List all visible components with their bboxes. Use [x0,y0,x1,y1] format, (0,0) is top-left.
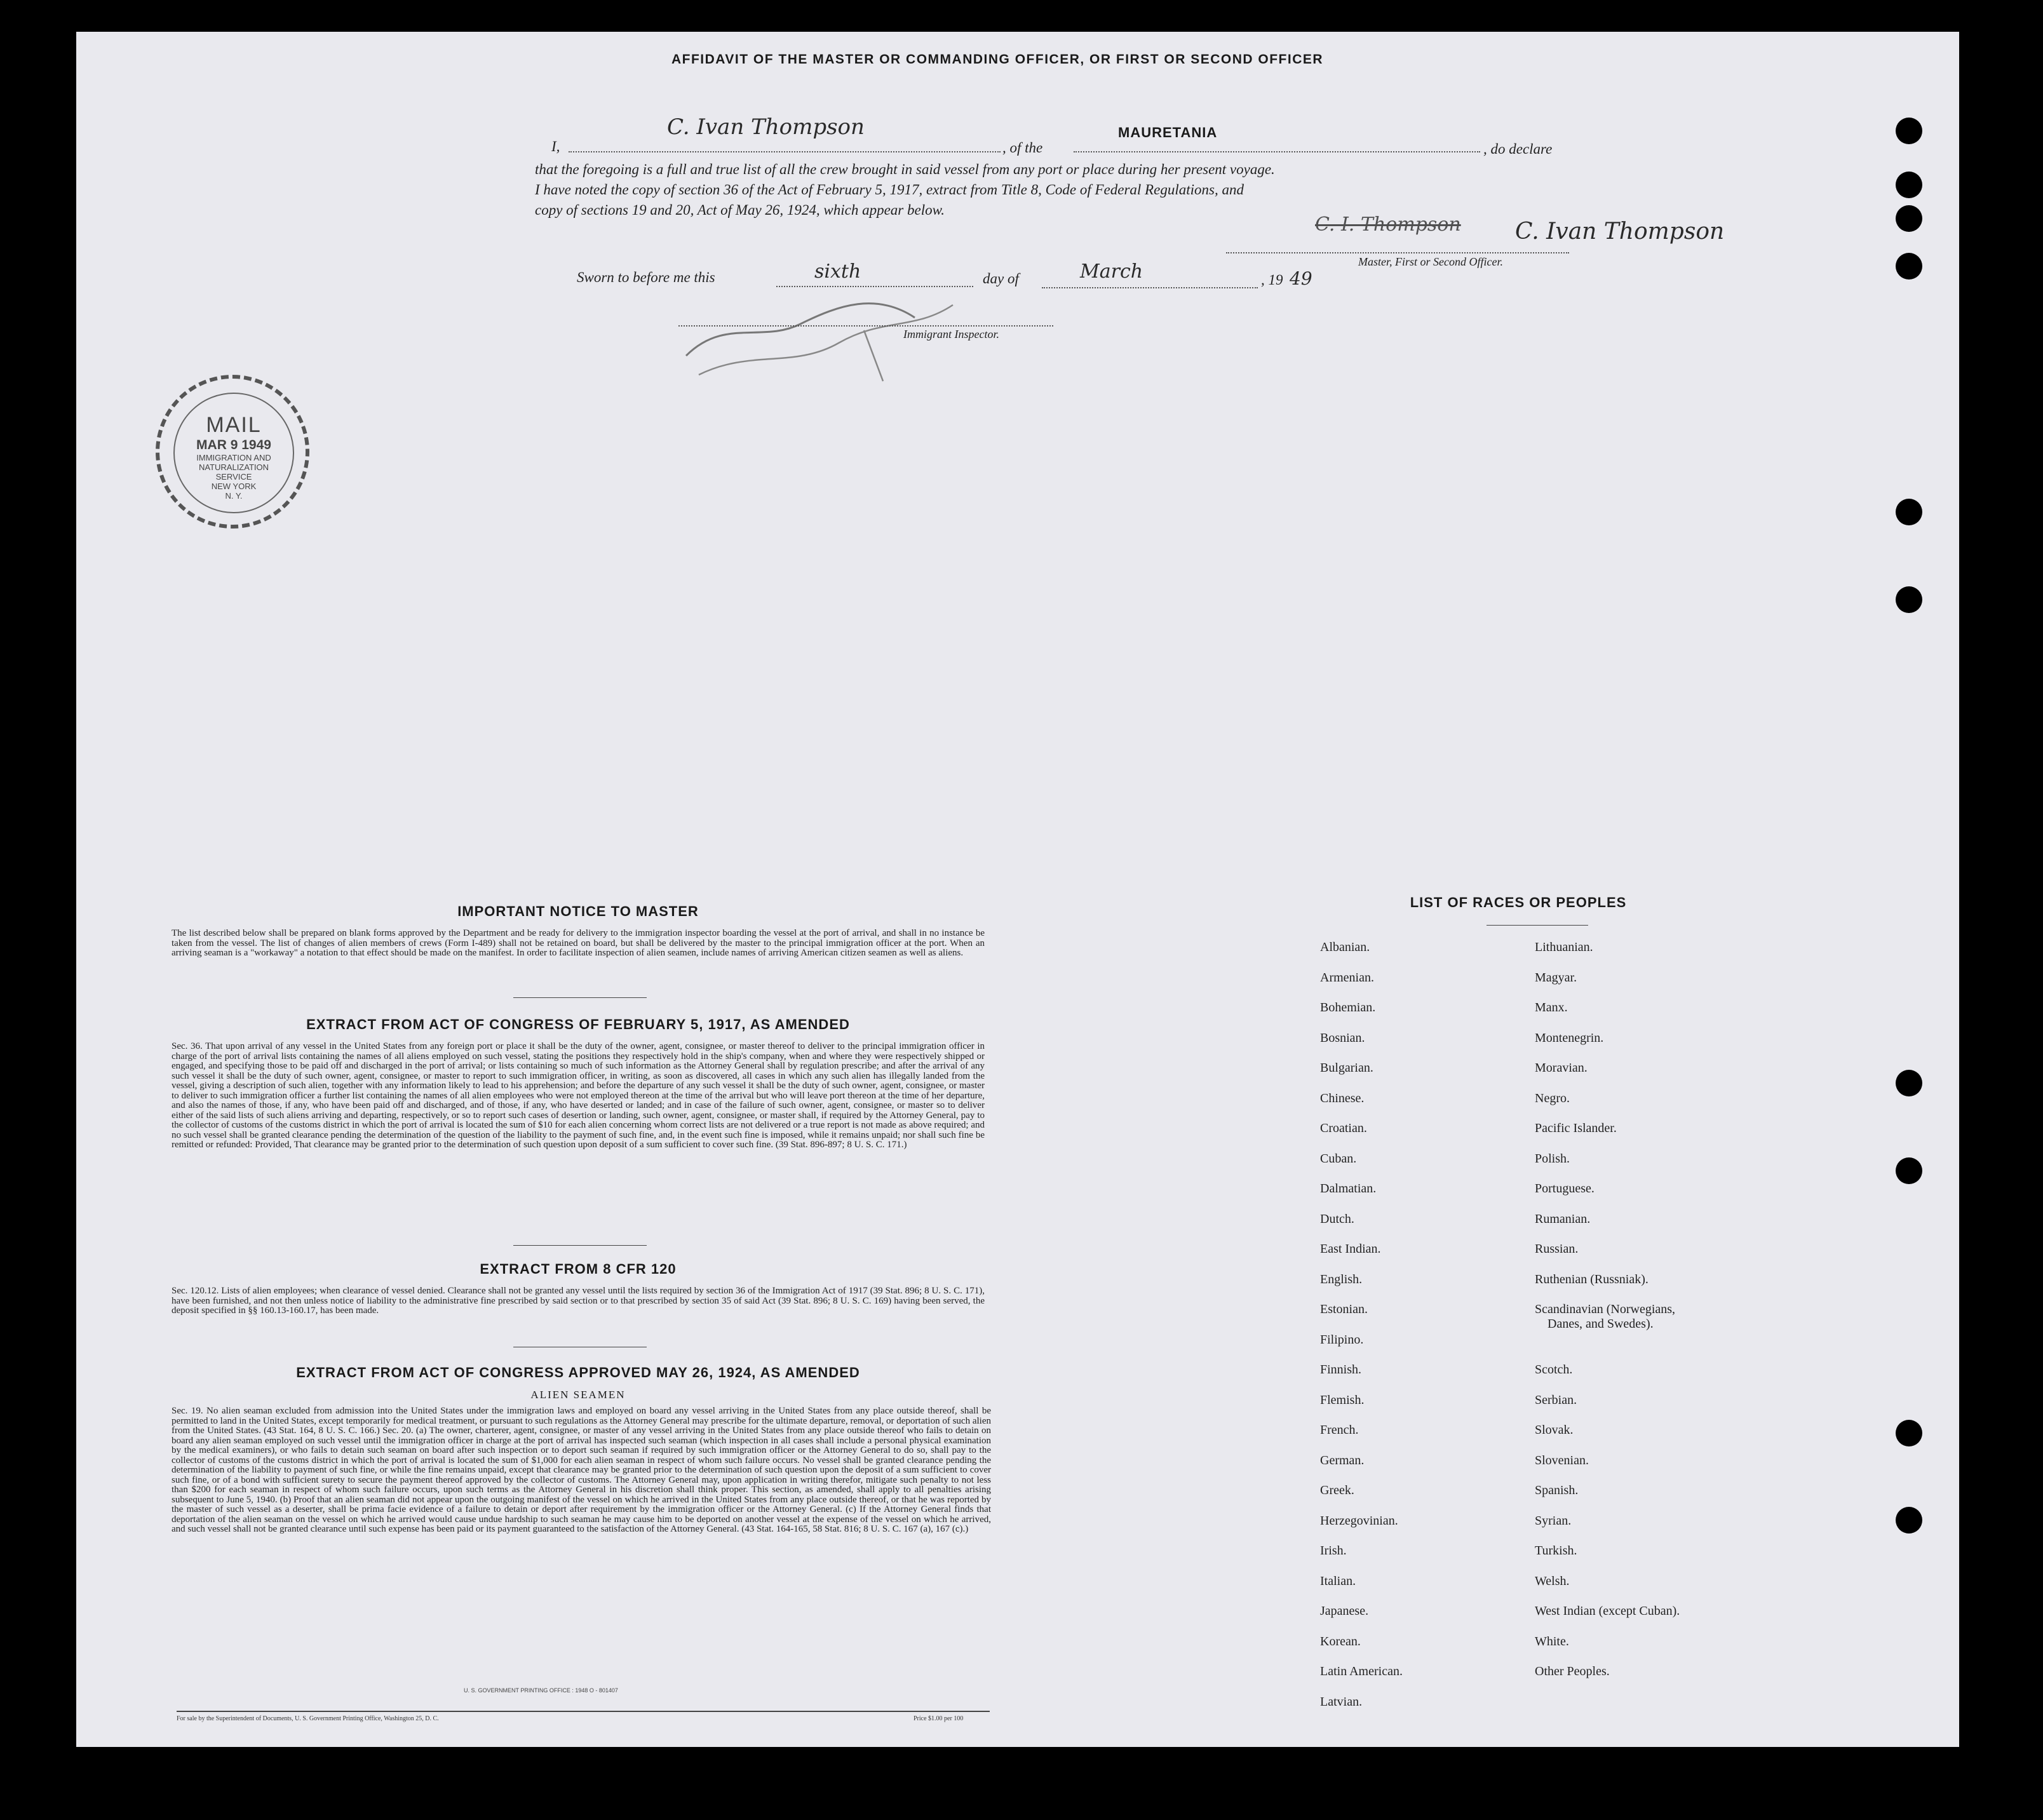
extract2-body: Sec. 120.12. Lists of alien employees; when clearance of vessel denied. Clearance shall not be granted any vessel until the lists required by section 36 of the Immigration Act of 1917 (39 Stat. 896; 8 U. S. C. 171), have been furnished, and not then unless notice of liability to the administrative fine prescribed by said section or to that prescribed by section 35 of said Act (39 Stat. 896; 8 U. S. C. 169) having been served, the deposit specified in §§ 160.13-160.17, has been made. [172,1286,985,1316]
of-the-label: , of the [1002,140,1043,156]
race-item: Scandinavian (Norwegians, Danes, and Swedes). [1535,1302,1676,1331]
race-item: Scotch. [1535,1363,1573,1377]
affidavit-line-3: copy of sections 19 and 20, Act of May 26, 1924, which appear below. [535,202,945,218]
race-item: Other Peoples. [1535,1664,1610,1678]
stamp-line-2: NATURALIZATION [198,462,269,472]
stamp-line-5: N. Y. [225,491,243,501]
race-item: Latvian. [1320,1694,1363,1709]
race-item: Moravian. [1535,1061,1588,1075]
affidavit-title: AFFIDAVIT OF THE MASTER OR COMMANDING OFFICER, OR FIRST OR SECOND OFFICER [671,52,1324,67]
race-item: Magyar. [1535,970,1577,985]
extract1-body: Sec. 36. That upon arrival of any vessel in the United States from any foreign port or place it shall be the duty of the owner, agent, consignee, or master thereof to deliver to the principal immigration officer in charge of the port of arrival lists containing the names of all aliens employed on such vessel, stating the positions they respectively hold in the ship's company, when and where they were respectively shipped or engaged, and specifying those to be paid off and discharged in the port of arrival; or lists containing so much of such information as the Attorney General shall by regulation prescribe; and after the arrival of any such vessel it shall be the duty of such owner, agent, consignee, or master to report to such immigration officer, in writing, as soon as discovered, all cases in which any such alien has illegally landed from the vessel, giving a description of such alien, together with any information likely to lead to his apprehension; and before the departure of any such vessel it shall be the duty of such owner, agent, consignee, or master to deliver to such immigration officer a further list containing the names of all alien employees who were not employed thereon at the time of the arrival but who will leave port thereon at the time of her departure, and also the names of those, if any, who have been paid off and discharged, and of those, if any, who have deserted or landed; and in case of the failure of such owner, agent, consignee, or master so to deliver either of the said lists of such aliens arriving and departing, respectively, or so to report such cases of desertion or landing, such owner, agent, consignee, or master shall, if required by the Attorney General, pay to the collector of customs of the customs district in which the port of arrival is located the sum of $10 for each alien concerning whom correct lists are not delivered or a true report is not made as above required; and no such vessel shall be granted clearance pending the determination of the question of the liability to the payment of such fine, and, in the event such fine is imposed, while it remains unpaid; nor shall such fine be remitted or refunded: Provided, That clearance may be granted prior to the determination of such question upon deposit of a sum sufficient to cover such fine. (39 Stat. 896-897; 8 U. S. C. 171.) [172,1041,985,1150]
officer-name-line [569,151,1001,152]
race-item: Syrian. [1535,1513,1572,1528]
race-item: Cuban. [1320,1151,1357,1166]
stamp-line-1: IMMIGRATION AND [196,453,271,462]
race-item: Manx. [1535,1001,1568,1014]
punch-hole-4 [1896,253,1922,280]
immigration-mail-stamp [156,375,309,529]
race-item: Slovenian. [1535,1453,1589,1467]
footer-rule [177,1711,990,1712]
race-item: Rumanian. [1535,1211,1591,1226]
punch-hole-1 [1896,118,1922,144]
race-item: Slovak. [1535,1423,1574,1437]
race-item: Bulgarian. [1320,1061,1373,1075]
inspector-line [678,325,1053,327]
affidavit-line-1: that the foregoing is a full and true list of all the crew brought in said vessel from any port or place during her present voyage. [535,161,1275,177]
extract3-body: Sec. 19. No alien seaman excluded from admission into the United States under the immigration laws and employed on board any vessel arriving in the United States from any place outside thereof, shall be permitted to land in the United States, except temporarily for medical treatment, or pursuant to such regulations as the Attorney General may prescribe for the ultimate departure, removal, or deportation of such alien from the United States. (43 Stat. 164, 8 U. S. C. 166.) Sec. 20. (a) The owner, charterer, agent, consignee, or master of any vessel arriving in the United States from any place outside thereof who fails to detain on board any alien seaman employed on such vessel until the immigration officer in charge at the port of arrival has inspected such seaman (which inspection in all cases shall include a personal physical examination by the medical examiners), or who fails to detain such seaman on board after such inspection or to deport such seaman if required by such immigration officer or the Attorney General to do so, shall pay to the collector of customs of the customs district in which the port of arrival is located the sum of $1,000 for each alien seaman in respect of whom such failure occurs. No vessel shall be granted clearance pending the determination of the liability to payment of such fine, or while the fine remains unpaid, except that clearance may be granted prior to the determination of such question upon the deposit of a sum sufficient to cover such fine, or of a bond with sufficient surety to secure the payment thereof approved by the collector of customs. The Attorney General may, upon application in writing therefor, mitigate such penalty to not less than $200 for each seaman in respect of whom such failure occurs, upon such terms as the Attorney General in his discretion shall think proper. This section, as amended, shall apply to all penalties arising subsequent to June 5, 1940. (b) Proof that an alien seaman did not appear upon the outgoing manifest of the vessel on which he arrived in the United States from any place outside thereof, or that he was reported by the master of such vessel as a deserter, shall be prima facie evidence of a failure to detain or deport after requirement by the immigration officer or the Attorney General. (c) If the Attorney General finds that deportation of the alien seaman on the vessel on which he arrived would cause undue hardship to such seaman he may cause him to be deported on another vessel at the expense of the vessel on which he arrived, and such vessel shall not be granted clearance until such expense has been paid or its payment guaranteed to the satisfaction of the Attorney General. (43 Stat. 164-165, 58 Stat. 816; 8 U. S. C. 167 (a), 167 (c).) [172,1406,991,1534]
extract3-title: EXTRACT FROM ACT OF CONGRESS APPROVED MAY 26, 1924, AS AMENDED [296,1365,860,1380]
race-item: Lithuanian. [1535,940,1593,954]
race-item: Armenian. [1320,970,1374,985]
race-item: French. [1320,1423,1359,1437]
race-item: Montenegrin. [1535,1030,1604,1045]
race-item: White. [1535,1634,1569,1648]
race-item: Pacific Islander. [1535,1121,1617,1135]
race-item: English. [1320,1272,1363,1286]
races-title-rule [1487,925,1588,926]
punch-hole-2 [1896,172,1922,198]
notice-title: IMPORTANT NOTICE TO MASTER [457,903,699,919]
race-item: Croatian. [1320,1121,1367,1135]
race-item: Negro. [1535,1091,1570,1105]
race-item: Dalmatian. [1320,1182,1377,1196]
race-item: Greek. [1320,1483,1354,1497]
master-signature: C. Ivan Thompson [1515,219,1725,245]
race-item: Flemish. [1320,1392,1365,1407]
month-value: March [1080,260,1143,283]
sale-line: For sale by the Superintendent of Documents, U. S. Government Printing Office, Washington 25, D. C. [177,1715,439,1722]
race-item: Polish. [1535,1151,1570,1166]
race-item: East Indian. [1320,1242,1381,1256]
do-declare-label: , do declare [1483,141,1553,157]
race-item: Russian. [1535,1242,1579,1256]
race-item: German. [1320,1453,1365,1467]
extract2-title: EXTRACT FROM 8 CFR 120 [480,1261,677,1277]
master-caption: Master, First or Second Officer. [1358,255,1503,268]
affidavit-line-2: I have noted the copy of section 36 of the Act of February 5, 1917, extract from Title 8, Code of Federal Regulations, and [535,182,1244,198]
divider-2 [513,1245,647,1246]
vessel-name: MAURETANIA [1118,125,1218,140]
race-item: Albanian. [1320,940,1370,954]
race-item: Spanish. [1535,1483,1579,1497]
race-item: Turkish. [1535,1544,1577,1558]
race-item: Bohemian. [1320,1001,1376,1014]
notice-body: The list described below shall be prepared on blank forms approved by the Department and be ready for delivery to the immigration inspector boarding the vessel at the port of arrival, and shall in no instance be taken from the vessel. The list of changes of alien members of crews (Form I-489) shall not be retained on board, but shall be delivered by the master to the principal immigration officer at the port. When an arriving seaman is a "workaway" a notation to that effect should be made on the manifest. In order to facilitate inspection of alien seamen, include names of arriving American citizen seamen as well as aliens. [172,928,985,958]
punch-hole-8 [1896,1157,1922,1184]
stamp-line-3: SERVICE [215,472,252,482]
stamp-line-4: NEW YORK [211,482,257,491]
race-item: Bosnian. [1320,1030,1365,1045]
punch-hole-7 [1896,1070,1922,1096]
day-of-label: day of [983,271,1019,286]
month-line [1042,287,1258,288]
i-label: I, [551,138,560,154]
year-prefix: , 19 [1261,272,1283,288]
price-line: Price $1.00 per 100 [914,1715,964,1722]
race-item: Korean. [1320,1634,1361,1648]
race-item: Finnish. [1320,1363,1362,1377]
stamp-word: MAIL [206,413,262,437]
divider-1 [513,997,647,998]
punch-hole-5 [1896,499,1922,525]
extract1-title: EXTRACT FROM ACT OF CONGRESS OF FEBRUARY 5, 1917, AS AMENDED [306,1016,850,1032]
officer-name-handwritten: C. Ivan Thompson [667,114,865,140]
race-item: Ruthenian (Russniak). [1535,1272,1649,1286]
master-signature-struck: C. I. Thompson [1315,213,1461,236]
master-signature-line [1226,252,1569,253]
race-item: Filipino. [1320,1332,1364,1347]
race-item: Welsh. [1535,1574,1570,1588]
races-title: LIST OF RACES OR PEOPLES [1410,894,1627,910]
race-item: West Indian (except Cuban). [1535,1604,1680,1618]
race-item: Chinese. [1320,1091,1365,1105]
extract3-subtitle: ALIEN SEAMEN [530,1389,626,1401]
race-item: Dutch. [1320,1211,1354,1226]
year-value: 49 [1290,268,1312,289]
race-item: Portuguese. [1535,1182,1595,1196]
race-item: Japanese. [1320,1604,1369,1618]
race-item: Latin American. [1320,1664,1403,1678]
punch-hole-10 [1896,1507,1922,1534]
race-item: Irish. [1320,1544,1347,1558]
vessel-line [1074,151,1480,152]
race-item: Serbian. [1535,1392,1577,1407]
punch-hole-6 [1896,586,1922,613]
sworn-label: Sworn to before me this [577,269,715,285]
punch-hole-9 [1896,1420,1922,1446]
race-item: Estonian. [1320,1302,1368,1316]
race-item: Herzegovinian. [1320,1513,1398,1528]
race-item: Italian. [1320,1574,1356,1588]
punch-hole-3 [1896,205,1922,232]
day-value: sixth [814,260,861,283]
gpo-line: U. S. GOVERNMENT PRINTING OFFICE : 1948 O - 801407 [464,1687,618,1694]
inspector-caption: Immigrant Inspector. [903,328,999,340]
stamp-date: MAR 9 1949 [196,438,271,452]
